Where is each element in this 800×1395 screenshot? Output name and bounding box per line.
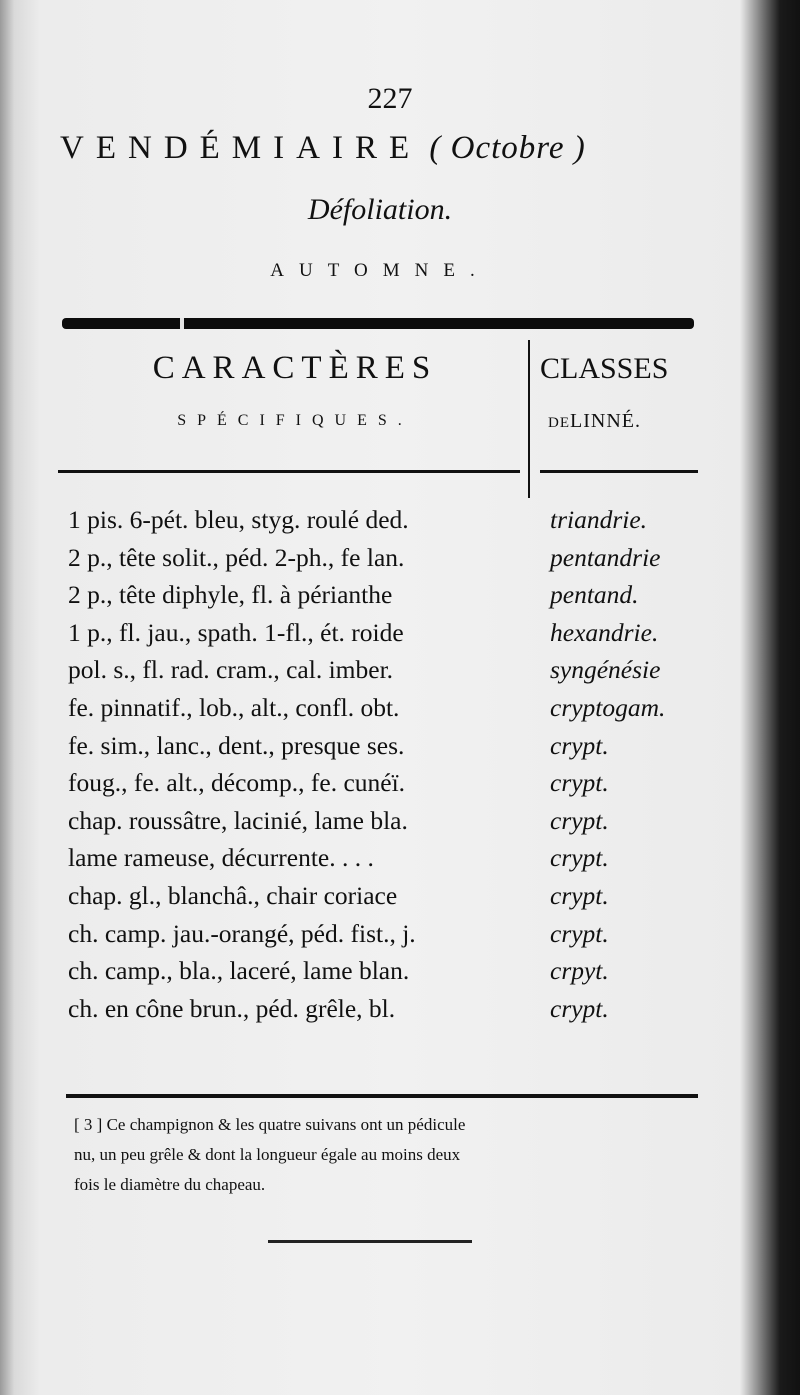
subtitle: Défoliation. [307, 193, 453, 226]
header-linne [548, 410, 718, 433]
page-number: 227 [367, 82, 413, 115]
row-class: crypt. [550, 993, 609, 1023]
row-description: fe. pinnatif., lob., alt., confl. obt. [68, 692, 400, 722]
row-description: chap. gl., blanchâ., chair coriace [68, 880, 398, 910]
header-linne-name: LINNÉ. [570, 410, 641, 432]
row-class: crypt. [550, 805, 609, 835]
table-row [68, 731, 728, 769]
row-description: chap. roussâtre, lacinié, lame bla. [68, 805, 408, 835]
table-row [68, 768, 728, 806]
row-description: foug., fe. alt., décomp., fe. cunéï. [68, 768, 406, 798]
footnote [74, 1110, 734, 1200]
header-linne-prefix: DE [548, 415, 570, 431]
row-description: pol. s., fl. rad. cram., cal. imber. [68, 655, 394, 685]
row-description: ch. camp., bla., laceré, lame blan. [68, 956, 410, 986]
header-rule-right [540, 470, 698, 473]
header-characters: CARACTÈRES [152, 350, 438, 386]
heavy-rule [62, 318, 694, 329]
table-row [68, 919, 728, 957]
row-class: crypt. [550, 843, 609, 873]
row-class: pentand. [550, 580, 639, 610]
table-row [68, 505, 728, 543]
row-description: ch. camp. jau.-orangé, péd. fist., j. [68, 918, 416, 948]
row-class: crypt. [550, 880, 609, 910]
row-class: pentandrie [550, 542, 661, 572]
table-row [68, 994, 728, 1032]
month-title [60, 130, 700, 167]
footnote-line: [ 3 ] Ce champignon & les quatre suivans ont un pédicule [74, 1115, 466, 1134]
footnote-line: fois le diamètre du chapeau. [74, 1175, 266, 1194]
table-row [68, 543, 728, 581]
row-class: crypt. [550, 918, 609, 948]
row-class: crpyt. [550, 956, 609, 986]
row-class: cryptogam. [550, 692, 666, 722]
rule-gap [180, 318, 184, 329]
header-classes: CLASSES [540, 352, 669, 385]
month-name: VENDÉMIAIRE [60, 130, 422, 166]
gregorian-month: ( Octobre ) [429, 130, 586, 166]
row-class: triandrie. [550, 505, 648, 534]
footnote-line: nu, un peu grêle & dont la longueur égale au moins deux [74, 1145, 461, 1164]
table-row [68, 618, 728, 656]
footnote-rule [66, 1094, 698, 1098]
row-class: hexandrie. [550, 617, 659, 647]
table-row [68, 881, 728, 919]
season-label: AUTOMNE. [270, 260, 490, 281]
table-row [68, 956, 728, 994]
table-row [68, 693, 728, 731]
entries-table [68, 505, 728, 1031]
row-class: crypt. [550, 730, 609, 760]
table-row [68, 843, 728, 881]
row-description: 1 p., fl. jau., spath. 1-fl., ét. roide [68, 617, 404, 647]
row-description: fe. sim., lanc., dent., presque ses. [68, 730, 405, 760]
row-description: 2 p., tête solit., péd. 2-ph., fe lan. [68, 542, 405, 572]
column-divider [528, 340, 530, 498]
row-description: 1 pis. 6-pét. bleu, styg. roulé ded. [68, 505, 409, 534]
row-description: lame rameuse, décurrente. . . . [68, 843, 374, 873]
end-rule [268, 1240, 472, 1243]
row-class: syngénésie [550, 655, 661, 685]
header-rule-left [58, 470, 520, 473]
header-specific: SPÉCIFIQUES. [177, 412, 413, 429]
table-row [68, 806, 728, 844]
table-row [68, 655, 728, 693]
row-class: crypt. [550, 768, 609, 798]
table-row [68, 580, 728, 618]
row-description: ch. en cône brun., péd. grêle, bl. [68, 993, 396, 1023]
row-description: 2 p., tête diphyle, fl. à périanthe [68, 580, 393, 610]
